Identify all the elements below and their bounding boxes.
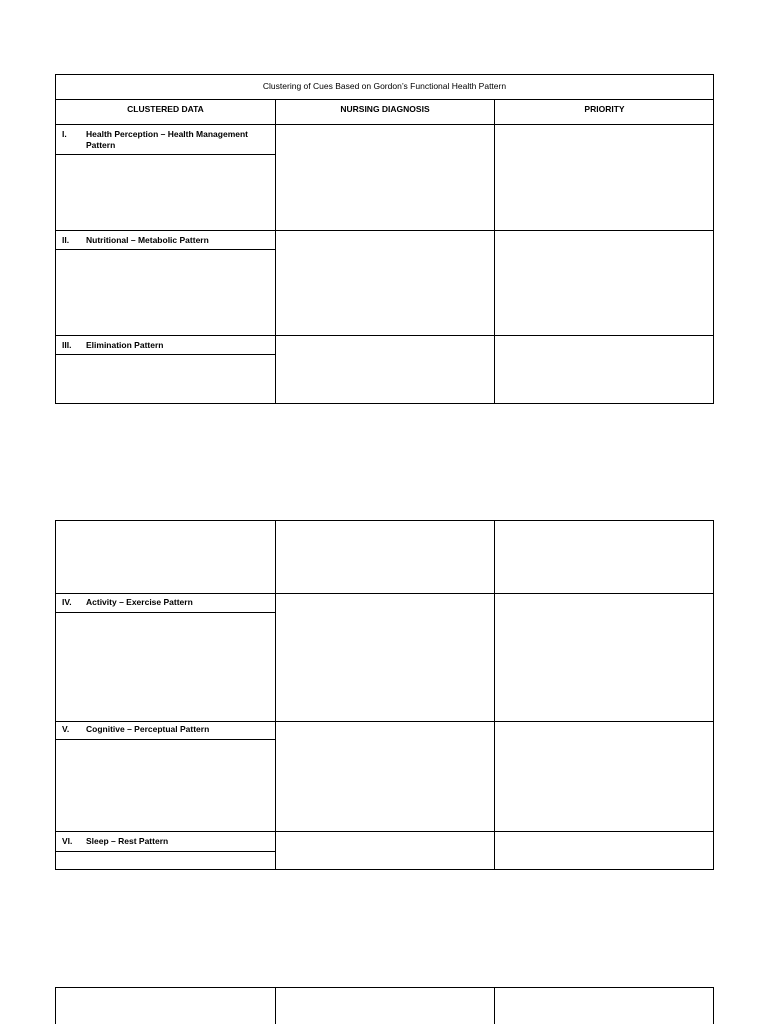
health-pattern-table-1 [55,74,714,404]
nursing-diagnosis-cell[interactable] [276,594,494,721]
clustered-data-cell[interactable] [56,355,275,403]
priority-cell[interactable] [495,125,713,230]
priority-cell[interactable] [495,722,713,831]
header-clustered-data: CLUSTERED DATA [127,104,204,114]
clustered-data-cell[interactable] [56,988,275,1025]
clustered-data-cell[interactable] [56,521,275,593]
pattern-number: II. [62,235,70,245]
nursing-diagnosis-cell[interactable] [276,231,494,335]
clustered-data-cell[interactable] [56,852,275,869]
pattern-label: Sleep – Rest Pattern [86,836,169,846]
pattern-label: Elimination Pattern [86,340,164,350]
clustered-data-cell[interactable] [56,155,275,230]
pattern-label: Activity – Exercise Pattern [86,597,193,607]
header-priority: PRIORITY [584,104,625,114]
pattern-label: Nutritional – Metabolic Pattern [86,235,209,245]
priority-cell[interactable] [495,832,713,869]
pattern-number: IV. [62,597,72,607]
nursing-diagnosis-cell[interactable] [276,988,494,1025]
health-pattern-table-3 [55,987,714,1024]
nursing-diagnosis-cell[interactable] [276,521,494,593]
priority-cell[interactable] [495,336,713,403]
nursing-diagnosis-cell[interactable] [276,722,494,831]
priority-cell[interactable] [495,594,713,721]
clustered-data-cell[interactable] [56,740,275,831]
priority-cell[interactable] [495,231,713,335]
priority-cell[interactable] [495,988,713,1025]
table-title: Clustering of Cues Based on Gordon’s Functional Health Pattern [262,81,507,91]
clustered-data-cell[interactable] [56,613,275,721]
pattern-number: VI. [62,836,73,846]
pattern-label: Health Perception – Health Management Pattern [86,129,249,150]
nursing-diagnosis-cell[interactable] [276,125,494,230]
header-nursing-diagnosis: NURSING DIAGNOSIS [340,104,430,114]
pattern-number: V. [62,724,70,734]
health-pattern-table-2 [55,520,714,870]
priority-cell[interactable] [495,521,713,593]
nursing-diagnosis-cell[interactable] [276,336,494,403]
pattern-label: Cognitive – Perceptual Pattern [86,724,210,734]
nursing-diagnosis-cell[interactable] [276,832,494,869]
pattern-number: I. [62,129,67,139]
pattern-number: III. [62,340,72,350]
clustered-data-cell[interactable] [56,250,275,335]
